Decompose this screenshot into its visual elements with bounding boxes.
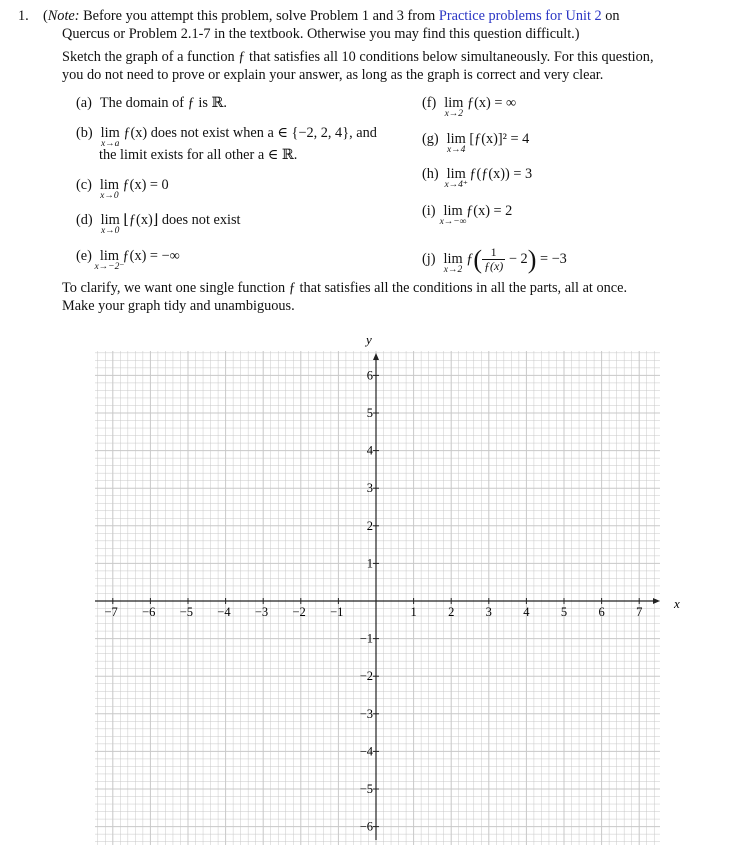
y-tick-label: −6 <box>359 819 373 834</box>
condition-e-lim: lim x→−2⁻ <box>94 248 125 272</box>
condition-c-text: ƒ(x) = 0 <box>122 177 169 193</box>
x-tick-label: −2 <box>292 605 306 619</box>
condition-j-lim: lim x→2 <box>443 250 463 275</box>
condition-j-result: = −3 <box>539 250 567 267</box>
x-tick-label: 5 <box>560 605 568 619</box>
condition-c-lim: lim x→0 <box>99 177 119 201</box>
x-tick-label: −5 <box>179 605 193 619</box>
y-axis-label: y <box>366 332 372 347</box>
note-text: Before you attempt this problem, solve Problem 1 and 3 from <box>83 8 436 24</box>
condition-j-label: (j) <box>422 250 436 267</box>
practice-problems-link[interactable]: Practice problems for Unit 2 <box>438 8 602 24</box>
condition-d-lim: lim x→0 <box>100 212 120 236</box>
note-line-2: Quercus or Problem 2.1-7 in the textbook. Otherwise you may find this question difficult.) <box>62 26 580 42</box>
x-tick-label: 3 <box>485 605 492 619</box>
grid-major-lines <box>95 351 660 845</box>
x-tick-label: −3 <box>254 605 269 619</box>
condition-a-text: The domain of ƒ is ℝ. <box>99 95 227 111</box>
y-tick-label: 6 <box>366 368 373 383</box>
grid-minor-lines <box>95 351 660 845</box>
clarify-line-2: Make your graph tidy and unambiguous. <box>62 298 295 314</box>
y-tick-label: −4 <box>359 744 373 759</box>
y-tick-label: 3 <box>366 481 373 496</box>
y-tick-label: 2 <box>366 518 373 533</box>
y-tick-label: −3 <box>359 706 373 721</box>
condition-h-text: ƒ(ƒ(x)) = 3 <box>469 166 533 182</box>
condition-i-lim: lim x→−∞ <box>439 203 467 227</box>
intro-line-1: Sketch the graph of a function ƒ that satisfies all 10 conditions below simultaneously. For this question, <box>62 49 654 65</box>
x-tick-label: −6 <box>142 605 156 619</box>
y-tick-label: −1 <box>359 631 373 646</box>
condition-h-lim: lim x→4⁺ <box>444 166 468 190</box>
condition-b-line-2: the limit exists for all other a ∈ ℝ. <box>99 147 298 163</box>
condition-b-text: ƒ(x) does not exist when a ∈ {−2, 2, 4}, and <box>123 125 377 141</box>
condition-d-label: (d) <box>76 212 93 228</box>
note-post: on <box>605 8 620 24</box>
note-line-1: (Note: Before you attempt this problem, solve Problem 1 and 3 from Practice problems for Unit 2 on <box>43 8 620 24</box>
problem-number: 1. <box>18 8 29 24</box>
note-label: Note: <box>47 8 80 24</box>
condition-b-label: (b) <box>76 125 93 141</box>
condition-j-minus: − 2 <box>508 250 528 267</box>
condition-c-label: (c) <box>76 177 92 193</box>
condition-f-label: (f) <box>422 95 437 111</box>
y-tick-label: 1 <box>366 556 373 571</box>
condition-e-text: ƒ(x) = −∞ <box>122 248 180 264</box>
condition-g-label: (g) <box>422 131 439 147</box>
y-tick-label: −2 <box>359 669 373 684</box>
condition-d-text: ⌊ƒ(x)⌋ does not exist <box>123 212 241 228</box>
condition-j-fraction: $\frac{1}{ƒ(x)}$ <box>483 245 504 273</box>
condition-i-label: (i) <box>422 203 436 219</box>
x-tick-label: −1 <box>330 605 344 619</box>
x-tick-label: 6 <box>598 605 605 619</box>
condition-h-label: (h) <box>422 166 439 182</box>
x-tick-label: 4 <box>523 605 530 619</box>
condition-a-label: (a) <box>76 95 92 111</box>
x-tick-label: −7 <box>104 605 118 619</box>
y-tick-label: −5 <box>359 782 373 796</box>
intro-line-2: you do not need to prove or explain your answer, as long as the graph is correct and very clear. <box>62 67 604 83</box>
condition-i-text: ƒ(x) = 2 <box>466 203 513 219</box>
x-axis-label: x <box>674 596 680 611</box>
condition-j-f: ƒ <box>466 250 474 267</box>
axes <box>95 353 660 840</box>
x-tick-label: 7 <box>636 605 643 619</box>
y-axis-arrow-icon <box>373 353 379 360</box>
condition-j: (j) lim x→2 ƒ( $\frac{1}{ƒ(x)}$ − 2) = −3 <box>422 244 567 275</box>
x-tick-label: −4 <box>217 605 231 619</box>
y-tick-label: 4 <box>366 443 373 458</box>
condition-b-lim: lim x→a <box>100 125 120 149</box>
x-tick-label: 1 <box>410 605 417 619</box>
condition-e-label: (e) <box>76 248 92 264</box>
y-tick-label: 5 <box>366 406 373 420</box>
condition-g-lim: lim x→4 <box>446 131 466 155</box>
condition-f-text: ƒ(x) = ∞ <box>466 95 517 111</box>
condition-g-text: [ƒ(x)]² = 4 <box>469 131 530 147</box>
x-axis-arrow-icon <box>653 598 660 604</box>
condition-f-lim: lim x→2 <box>444 95 464 119</box>
x-tick-label: 2 <box>448 605 455 619</box>
clarify-line-1: To clarify, we want one single function ƒ that satisfies all the conditions in all the parts, all at once. <box>62 280 628 296</box>
